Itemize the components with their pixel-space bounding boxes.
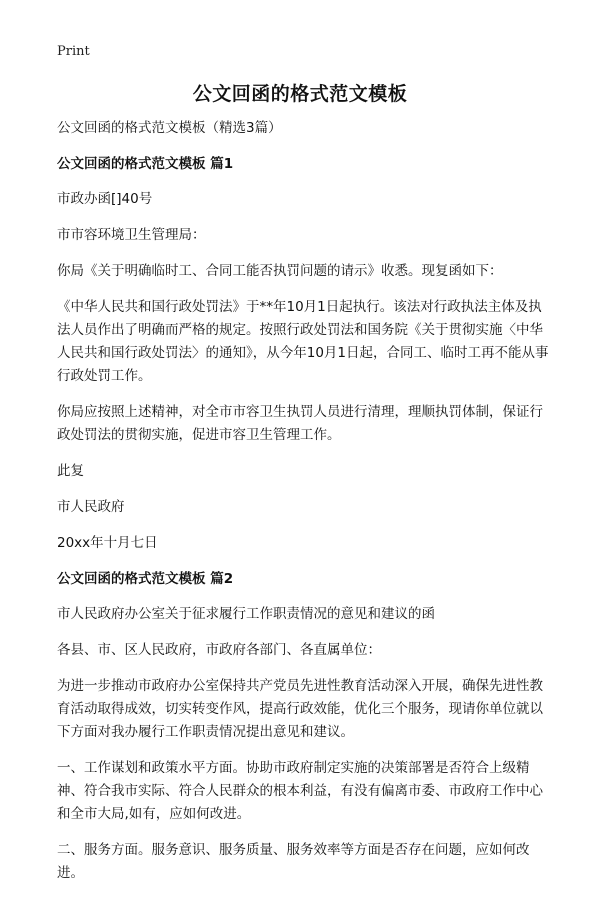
intro-line: 公文回函的格式范文模板（精选3篇） bbox=[57, 120, 282, 136]
section2-paragraph-3: 二、服务方面。服务意识、服务质量、服务效率等方面是否存在问题，应如何改进。 bbox=[57, 842, 530, 881]
page-title: 公文回函的格式范文模板 bbox=[192, 83, 408, 105]
section1-paragraph-1: 你局《关于明确临时工、合同工能否执罚问题的请示》收悉。现复函如下： bbox=[57, 263, 503, 279]
section1-recipient: 市市容环境卫生管理局： bbox=[57, 227, 206, 243]
section1-closing: 此复 bbox=[57, 463, 84, 479]
section2-heading: 公文回函的格式范文模板 篇2 bbox=[57, 571, 234, 587]
section1-date: 20xx年十月七日 bbox=[57, 535, 158, 551]
section1-doc-number: 市政办函[]40号 bbox=[57, 191, 153, 207]
section1-paragraph-2: 《中华人民共和国行政处罚法》于**年10月1日起执行。该法对行政执法主体及执法人员作出了明确而严格的规定。按照行政处罚法和国务院《关于贯彻实施〈中华人民共和国行政处罚法〉的通知》，从今年10月1日起，合同工、临时工再不能从事行政处罚工作。 bbox=[57, 299, 549, 384]
section2-recipient: 各县、市、区人民政府，市政府各部门、各直属单位： bbox=[57, 642, 381, 658]
document-body bbox=[57, 117, 555, 898]
section1-heading: 公文回函的格式范文模板 篇1 bbox=[57, 156, 234, 172]
section2-paragraph-2: 一、工作谋划和政策水平方面。协助市政府制定实施的决策部署是否符合上级精神、符合我市实际、符合人民群众的根本利益，有没有偏离市委、市政府工作中心和全市大局,如有，应如何改进。 bbox=[57, 760, 543, 822]
print-link[interactable]: Print bbox=[57, 44, 90, 59]
section1-signer: 市人民政府 bbox=[57, 499, 125, 515]
section2-subject: 市人民政府办公室关于征求履行工作职责情况的意见和建议的函 bbox=[57, 606, 435, 622]
section2-paragraph-1: 为进一步推动市政府办公室保持共产党员先进性教育活动深入开展，确保先进性教育活动取得成效，切实转变作风，提高行政效能，优化三个服务，现请你单位就以下方面对我办履行工作职责情况提出意见和建议。 bbox=[57, 678, 543, 740]
section1-paragraph-3: 你局应按照上述精神，对全市市容卫生执罚人员进行清理，理顺执罚体制，保证行政处罚法的贯彻实施，促进市容卫生管理工作。 bbox=[57, 404, 543, 443]
